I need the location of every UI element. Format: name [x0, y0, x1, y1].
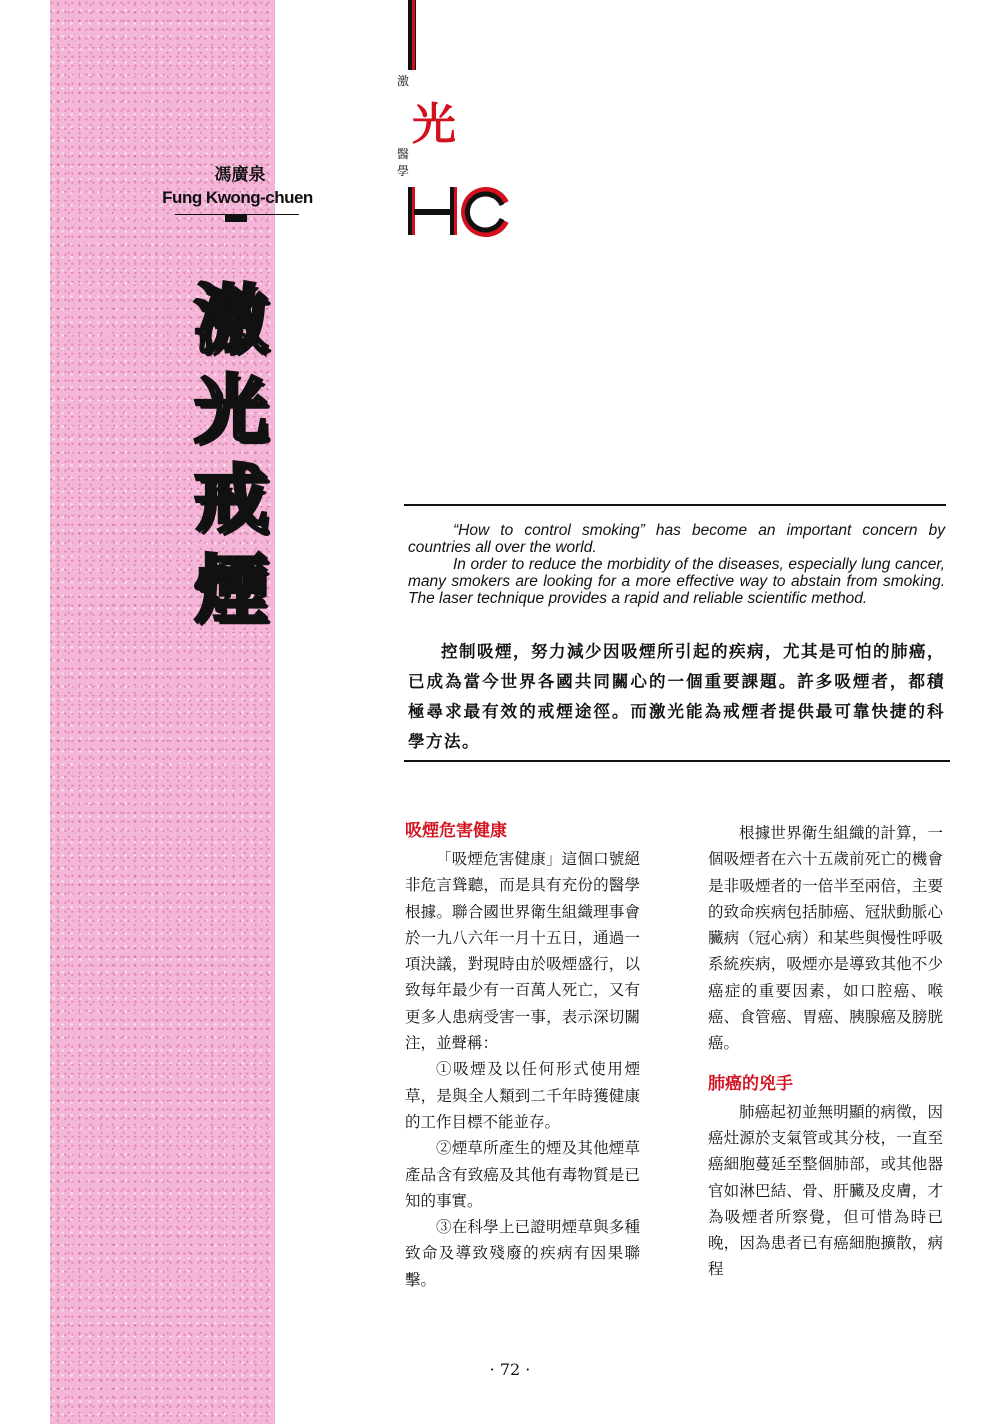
- logo-top-char: 激: [397, 74, 410, 88]
- english-abstract-paragraph: In order to reduce the morbidity of the diseases, especially lung cancer, many smokers are looking for a more effective way to abstain from smoking. The laser technique provides a rapid and reliable scientific method.: [408, 556, 945, 607]
- title-char: 光: [194, 367, 268, 453]
- body-paragraph: 根據世界衛生組織的計算，一個吸煙者在六十五歲前死亡的機會是非吸煙者的一倍半至兩倍，主要的致命疾病包括肺癌、冠狀動脈心臟病（冠心病）和某些與慢性呼吸系統疾病，吸煙亦是導致其他不少癌症的重要因素，如口腔癌、喉癌、食管癌、胃癌、胰腺癌及膀胱癌。: [708, 824, 943, 1053]
- intro-top-rule: [404, 504, 946, 506]
- author-name-english: Fung Kwong-chuen: [162, 188, 313, 207]
- author-name-chinese: 馮廣泉: [214, 165, 266, 185]
- english-abstract-paragraph: “How to control smoking” has become an important concern by countries all over the world.: [408, 522, 945, 556]
- title-char: 戒: [194, 457, 268, 543]
- logo-sub-char: 學: [397, 164, 410, 178]
- section-heading: 吸煙危害健康: [405, 821, 507, 841]
- section-heading: 肺癌的兇手: [708, 1073, 793, 1094]
- body-paragraph: 「吸煙危害健康」這個口號絕非危言聳聽，而是具有充份的醫學根據。聯合國世界衛生組織理事會於一九八六年一月十五日，通過一項決議，對現時由於吸煙盛行，以致每年最少有一百萬人死亡，又有更多人患病受害一事，表示深切關注，並聲稱：: [405, 850, 640, 1053]
- right-column: [708, 820, 943, 1283]
- intro-bottom-rule: [404, 760, 950, 762]
- logo-vertical-red-bar: [412, 0, 415, 70]
- chinese-abstract: 控制吸煙，努力減少因吸煙所引起的疾病，尤其是可怕的肺癌，已成為當今世界各國共同關心的一個重要課題。許多吸煙者，都積極尋求最有效的戒煙途徑。而激光能為戒煙者提供最可靠快捷的科學方法。: [408, 642, 945, 751]
- hc-logo-icon: [405, 187, 520, 237]
- english-abstract: [408, 522, 945, 607]
- body-paragraph: 肺癌起初並無明顯的病徵，因癌灶源於支氣管或其分枝，一直至癌細胞蔓延至整個肺部，或其他器官如淋巴結、骨、肝臟及皮膚，才為吸煙者所察覺，但可惜為時已晚，因為患者已有癌細胞擴散，病程: [708, 1102, 943, 1279]
- logo-sub-char: 醫: [397, 147, 410, 161]
- author-divider-block: [225, 215, 247, 222]
- logo-main-char: 光: [412, 99, 456, 150]
- article-title: [194, 275, 284, 635]
- body-paragraph: ③在科學上已證明煙草與多種致命及導致殘廢的疾病有因果聯擊。: [405, 1218, 640, 1289]
- left-column: [405, 818, 640, 1293]
- page-number: · 72 ·: [489, 1360, 531, 1379]
- body-paragraph: ②煙草所產生的煙及其他煙草產品含有致癌及其他有毒物質是已知的事實。: [405, 1139, 640, 1210]
- title-char: 煙: [194, 547, 268, 633]
- title-char: 激: [194, 277, 268, 363]
- body-paragraph: ①吸煙及以任何形式使用煙草，是與全人類到二千年時獲健康的工作目標不能並存。: [405, 1060, 640, 1131]
